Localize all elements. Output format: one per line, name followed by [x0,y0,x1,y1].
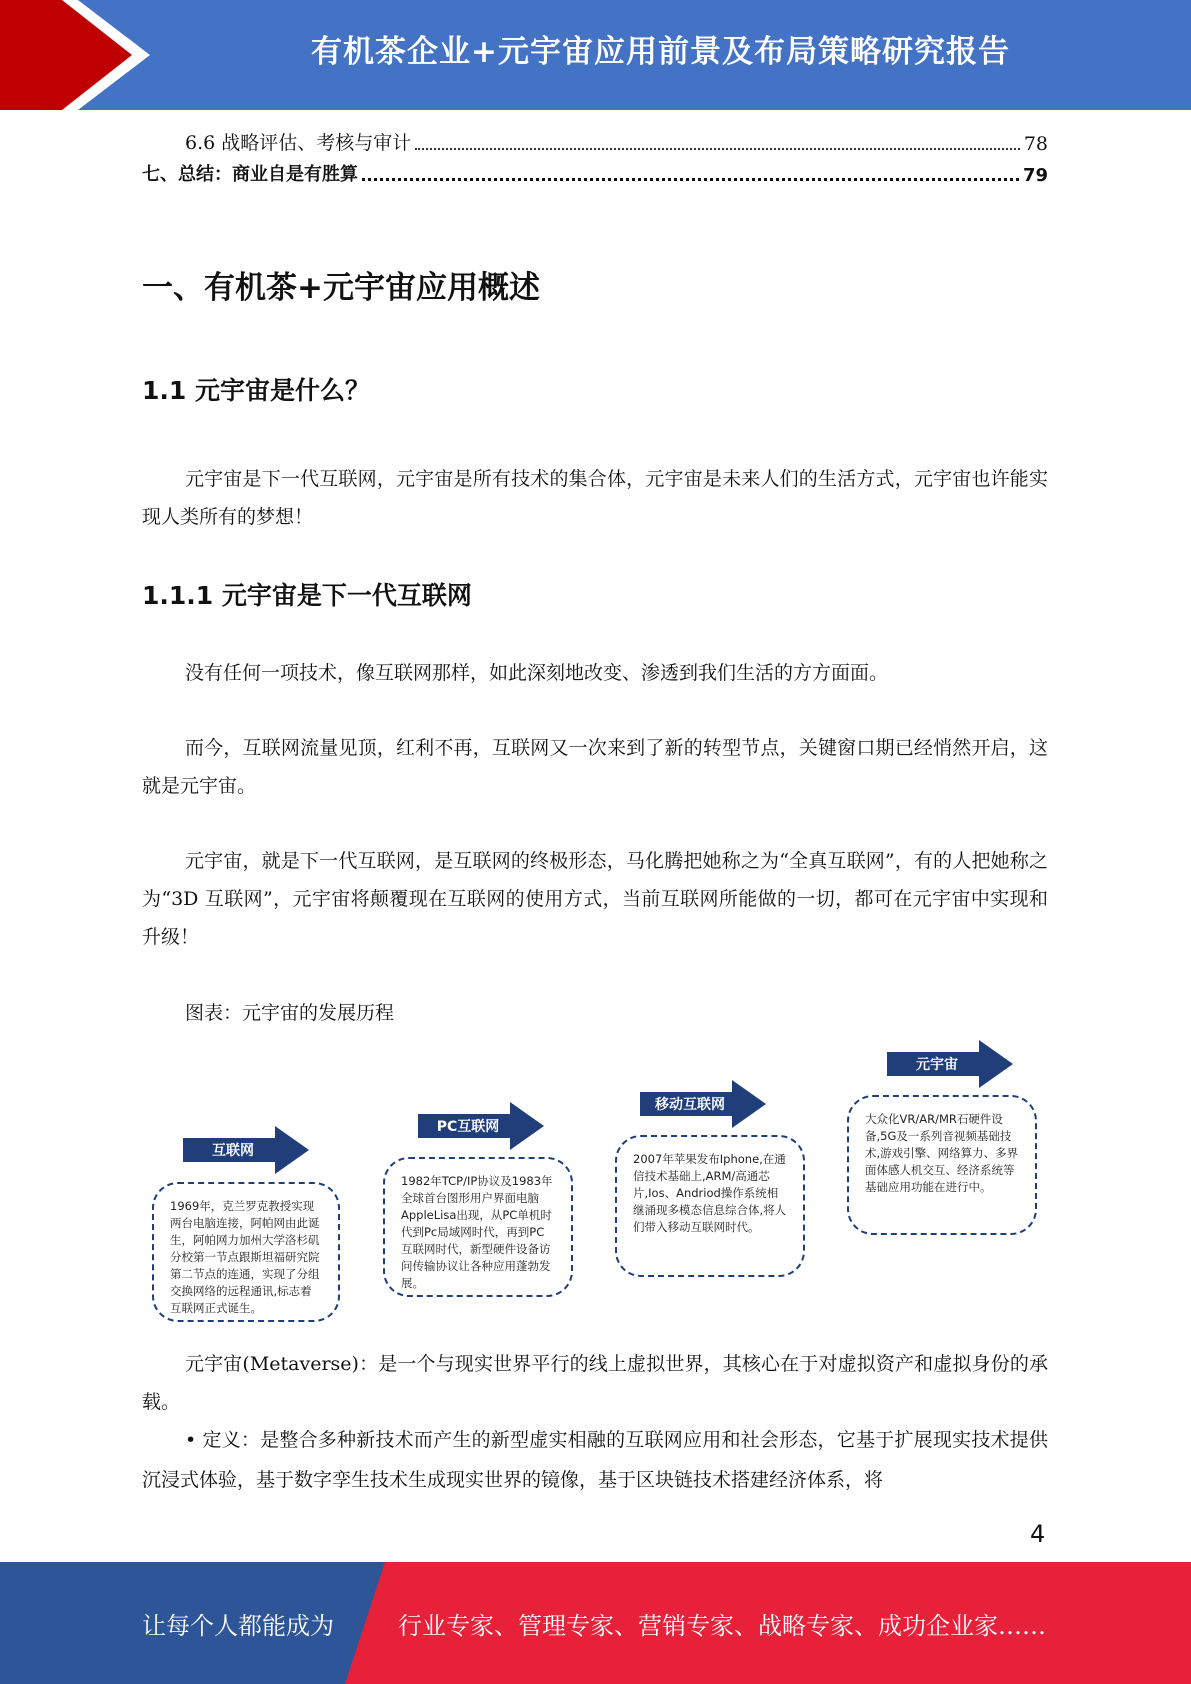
toc-entry-page: 78 [1023,133,1048,155]
bullet-paragraph: • 定义：是整合多种新技术而产生的新型虚实相融的互联网应用和社会形态，它基于扩展现实技术提供沉浸式体验，基于数字孪生技术生成现实世界的镜像，基于区块链技术搭建经济体系，将 [142,1429,1048,1491]
toc-entry[interactable] [142,160,1048,186]
subsection-heading: 1.1.1 元宇宙是下一代互联网 [142,581,472,610]
body-paragraph: 元宇宙(Metaverse)：是一个与现实世界平行的线上虚拟世界，其核心在于对虚拟资产和虚拟身份的承载。 [142,1353,1048,1413]
page-footer [0,1562,1191,1684]
timeline-arrow [418,1102,544,1150]
toc-entry-page: 79 [1022,165,1048,186]
page-header [0,0,1191,110]
body-paragraph: 没有任何一项技术，像互联网那样，如此深刻地改变、渗透到我们生活的方方面面。 [185,662,889,684]
footer-slogan-left: 让每个人都能成为 [142,1612,334,1640]
timeline-stage-label: 移动互联网 [655,1097,725,1113]
timeline-description: 1969年，克兰罗克教授实现两台电脑连接，阿帕网由此诞生，阿帕网力加州大学洛杉矶分校第一节点跟斯坦福研究院第二节点的连通，实现了分组交换网络的远程通讯,标志着互联网正式诞生。 [152,1182,340,1322]
timeline-arrow [640,1080,766,1128]
timeline-description: 大众化VR/AR/MR石硬件设备,5G及一系列音视频基础技术,游戏引擎、网络算力、多界面体感人机交互、经济系统等基础应用功能在进行中。 [847,1095,1037,1235]
timeline-stage-label: 互联网 [212,1143,254,1159]
timeline-description: 1982年TCP/IP协议及1983年全球首台图形用户界面电脑AppleLisa出现，从PC单机时代到Pc局域网时代，再到PC互联网时代，新型硬件设备访问传输协议让各种应用蓬勃发展。 [383,1157,573,1297]
body-paragraph: 元宇宙，就是下一代互联网，是互联网的终极形态，马化腾把她称之为“全真互联网”，有的人把她称之为“3D 互联网”，元宇宙将颠覆现在互联网的使用方式，当前互联网所能做的一切，都可在元宇宙中实现和升级！ [142,850,1048,948]
toc-entry-label: 6.6 战略评估、考核与审计 [185,132,412,154]
section-heading: 1.1 元宇宙是什么？ [142,376,370,405]
timeline-arrow [887,1040,1013,1088]
timeline-stage-label: PC互联网 [436,1119,500,1135]
toc-entry[interactable] [185,129,1048,155]
toc-leader-dots [415,148,1020,150]
report-title: 有机茶企业+元宇宙应用前景及布局策略研究报告 [311,34,1010,70]
toc-entry-label: 七、总结：商业自是有胜算 [142,164,358,185]
body-paragraph: 元宇宙是下一代互联网，元宇宙是所有技术的集合体，元宇宙是未来人们的生活方式，元宇宙也许能实现人类所有的梦想！ [142,468,1048,528]
body-paragraph: 而今，互联网流量见顶，红利不再，互联网又一次来到了新的转型节点，关键窗口期已经悄然开启，这就是元宇宙。 [142,737,1048,797]
header-red-chevron [0,0,150,110]
timeline-description: 2007年苹果发布Iphone,在通信技术基础上,ARM/高通芯片,Ios、Andriod操作系统相继涌现多模态信息综合体,将人们带入移动互联网时代。 [615,1135,805,1277]
toc-leader-dots [362,178,1019,181]
timeline-arrow [183,1126,309,1174]
page-number: 4 [1030,1520,1046,1548]
timeline-stage-label: 元宇宙 [916,1057,958,1073]
figure-caption: 图表：元宇宙的发展历程 [185,1002,395,1024]
chapter-heading: 一、有机茶+元宇宙应用概述 [142,270,540,306]
footer-slogan-right: 行业专家、管理专家、营销专家、战略专家、成功企业家…… [398,1612,1046,1640]
